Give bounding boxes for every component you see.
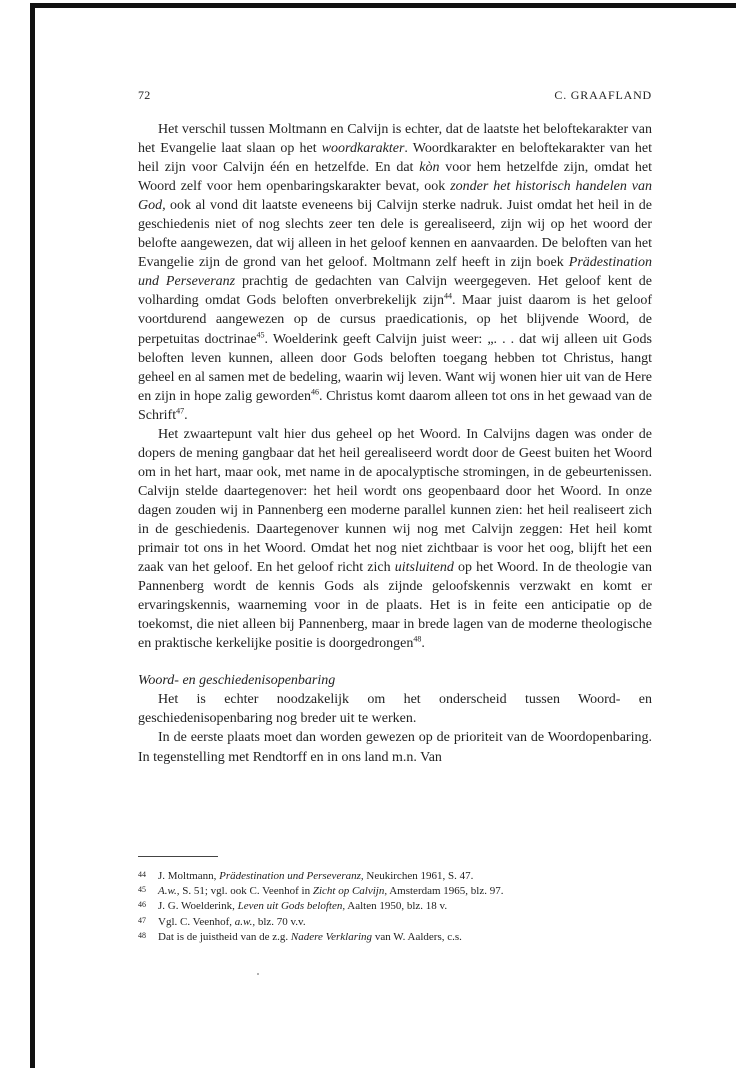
paragraph-2: Het zwaartepunt valt hier dus geheel op het Woord. In Calvijns dagen was onder de dopers de mening gangbaar dat het heil gerealiseerd wordt door de Geest buiten het Woord om in het hart, maar ook, met name in de apocalyptische stromingen, in de gebeurtenissen. Calvijn stelde daartegenover: het heil wordt ons geopenbaard door het Woord. In onze dagen zouden wij in Pannenberg een moderne parallel kunnen zien: het heil realiseert zich in de geschiedenis. Daartegenover kunnen wij nog met Calvijn zeggen: Het heil komt primair tot ons in het Woord. Omdat het nog niet zichtbaar is voor het oog, blijft het een zaak van het geloof. En het geloof richt zich uitsluitend op het Woord. In de theologie van Pannenberg wordt de kennis Gods als zijnde geloofskennis verzwakt en komt er ervaringskennis, waarneming voor in de plaats. Het is in feite een anticipatie op de toekomst, die niet alleen bij Pannenberg, maar in brede lagen van de moderne theologische en praktische kerkelijke positie is doorgedrongen$^{48}$. <box>138 426 652 652</box>
footnote-ref-48: 48 <box>413 634 422 644</box>
footnote: 48 Dat is de juistheid van de z.g. Nadere Verklaring van W. Aalders, c.s. <box>138 930 462 943</box>
paragraph-4: In de eerste plaats moet dan worden gewezen op de prioriteit van de Woordopenbaring. In tegenstelling met Rendtorff en in ons land m.n. Van <box>138 730 652 765</box>
paragraph-3: Het is echter noodzakelijk om het onderscheid tussen Woord- en geschiedenisopenbaring nog breder uit te werken. <box>138 692 652 727</box>
running-head: C. GRAAFLAND <box>554 88 652 102</box>
scan-speck <box>257 973 259 975</box>
page-header <box>138 88 652 104</box>
section-heading: Woord- en geschiedenisopenbaring <box>138 673 336 689</box>
scan-border-left <box>30 3 35 1068</box>
footnote: 44 J. Moltmann, Prädestination und Perseveranz, Neukirchen 1961, S. 47. <box>138 870 474 882</box>
page-number: 72 <box>138 88 151 102</box>
footnote-ref-45: 45 <box>256 329 265 339</box>
footnote: 46 J. G. Woelderink, Leven uit Gods beloften, Aalten 1950, blz. 18 v. <box>138 900 448 913</box>
paragraph-1: Het verschil tussen Moltmann en Calvijn is echter, dat de laatste het beloftekarakter van het Evangelie laat slaan op het woordkarakter. Woordkarakter en beloftekarakter van het heil zijn voor Calvijn één en hetzelfde. En dat kòn voor hem hetzelfde zijn, omdat het Woord zelf voor hem openbaringskarakter bevat, ook zonder het historisch handelen van God, ook al vond dit laatste eveneens bij Calvijn sterke nadruk. Juist omdat het heil in de geschiedenis niet of nog slechts zeer ten dele is gerealiseerd, zijn wij op het woord der belofte aangewezen, dat wij alleen in het geloof kennen en aanvaarden. De beloften van het Evangelie zijn de grond van het geloof. Moltmann zelf heeft in zijn boek Prädestination und Perseveranz prachtig de gedachten van Calvijn weergegeven. Het geloof kent de volharding omdat Gods beloften onverbrekelijk zijn$^{44}$. Maar juist daarom is het geloof voortdurend aangewezen op de cursus praedicationis, op het blijvende Woord, de perpetuitas doctrinae$^{45}$. Woelderink geeft Calvijn juist weer: „. . . dat wij alleen uit Gods beloften leven kunnen, alleen door Gods beloften toegang hebben tot Christus, hangt geheel en al samen met de bedeling, waarin wij leven. Want wij wonen hier uit van de Here en zijn in hope zalig geworden$^{46}$. Christus komt daarom alleen tot ons in het gewaad van de Schrift$^{47}$. <box>138 122 653 423</box>
footnote: 45 A.w., S. 51; vgl. ook C. Veenhof in Zicht op Calvijn, Amsterdam 1965, blz. 97. <box>138 885 504 898</box>
footnote-ref-44: 44 <box>443 291 452 301</box>
footnotes <box>138 869 652 945</box>
footnote: 47 Vgl. C. Veenhof, a.w., blz. 70 v.v. <box>138 915 306 928</box>
scan-border-top <box>30 3 736 8</box>
body-text <box>138 120 652 767</box>
footnote-ref-46: 46 <box>311 387 320 396</box>
footnote-ref-47: 47 <box>176 406 185 416</box>
footnote-rule <box>138 856 218 857</box>
